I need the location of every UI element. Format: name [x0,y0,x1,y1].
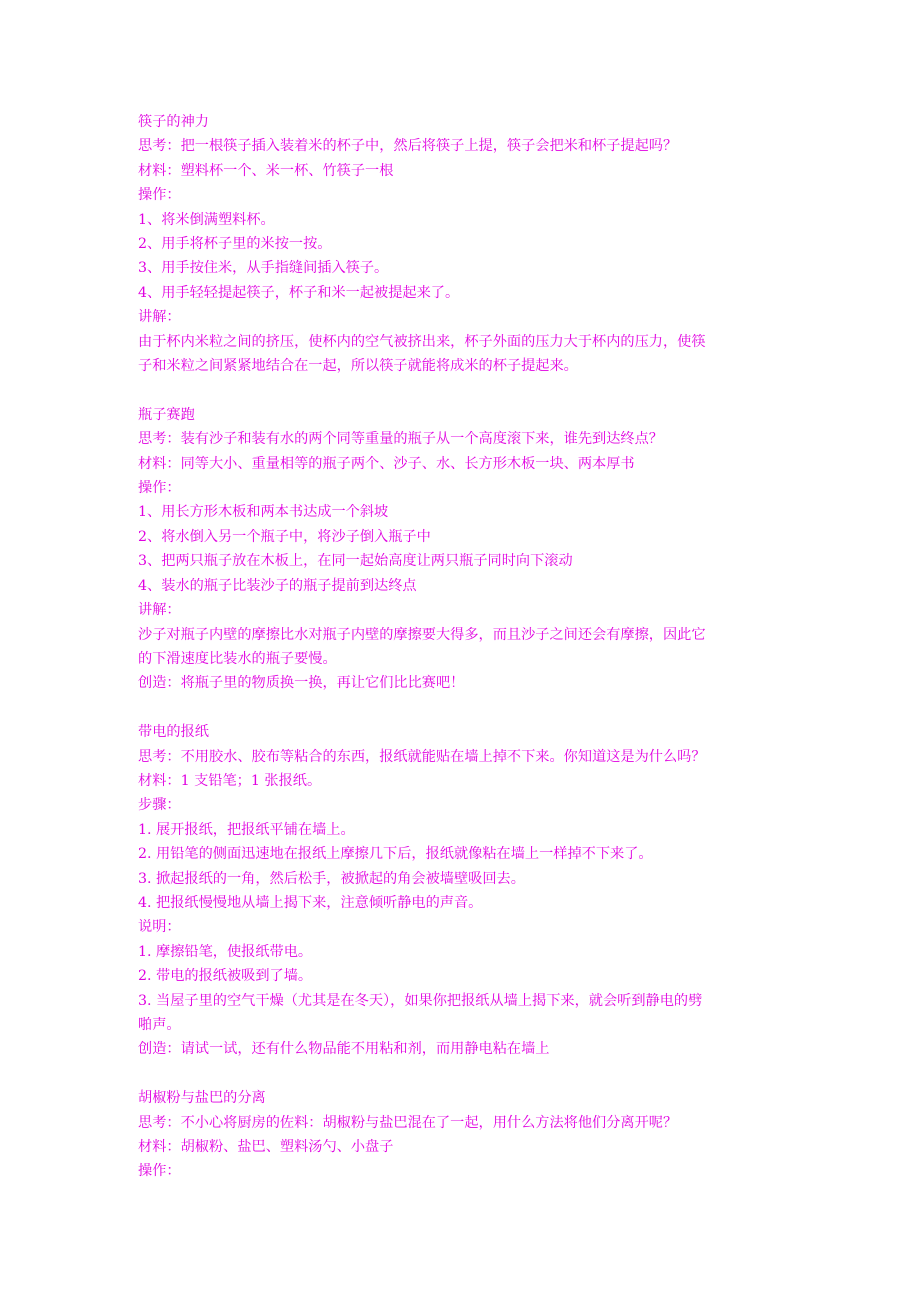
text-line: 材料：1 支铅笔；1 张报纸。 [138,772,322,789]
text-line: 操作： [138,1163,181,1180]
text-line: 4、装水的瓶子比装沙子的瓶子提前到达终点 [138,577,417,594]
text-line: 2、用手将杯子里的米按一按。 [138,236,332,253]
text-line: 2. 用铅笔的侧面迅速地在报纸上摩擦几下后，报纸就像粘在墙上一样掉不下来了。 [138,846,653,863]
text-line: 步骤： [138,797,181,814]
text-line: 操作： [138,480,181,497]
document-body [138,110,788,1184]
text-line: 材料：同等大小、重量相等的瓶子两个、沙子、水、长方形木板一块、两本厚书 [138,455,635,472]
text-line: 3. 掀起报纸的一角，然后松手，被掀起的角会被墙壁吸回去。 [138,870,525,887]
text-line: 思考：不小心将厨房的佐料：胡椒粉与盐巴混在了一起，用什么方法将他们分离开呢？ [138,1114,678,1131]
text-line: 思考：把一根筷子插入装着米的杯子中，然后将筷子上提，筷子会把米和杯子提起吗？ [138,138,678,155]
text-line: 由于杯内米粒之间的挤压，使杯内的空气被挤出来，杯子外面的压力大于杯内的压力，使筷 [138,333,706,350]
text-line: 啪声。 [138,1017,181,1033]
text-line: 3. 当屋子里的空气干燥（尤其是在冬天），如果你把报纸从墙上揭下来，就会听到静电的劈 [138,992,703,1009]
text-line: 2、将水倒入另一个瓶子中，将沙子倒入瓶子中 [138,528,431,545]
text-line: 材料：胡椒粉、盐巴、塑料汤勺、小盘子 [138,1139,394,1156]
section-title: 瓶子赛跑 [138,406,195,423]
text-line: 操作： [138,187,181,204]
text-line: 材料：塑料杯一个、米一杯、竹筷子一根 [138,162,394,179]
section-charged-newspaper [138,720,788,1062]
text-line: 讲解： [138,309,181,326]
text-line: 说明： [138,919,181,936]
text-line: 1. 展开报纸，把报纸平铺在墙上。 [138,821,355,838]
section-bottle-race [138,403,788,696]
section-title: 胡椒粉与盐巴的分离 [138,1090,266,1107]
section-chopsticks [138,110,788,378]
text-line: 4. 把报纸慢慢地从墙上揭下来，注意倾听静电的声音。 [138,894,483,911]
text-line: 子和米粒之间紧紧地结合在一起，所以筷子就能将成米的杯子提起来。 [138,358,578,375]
text-line: 创造：将瓶子里的物质换一换，再让它们比比赛吧！ [138,675,465,692]
text-line: 3、用手按住米，从手指缝间插入筷子。 [138,260,389,277]
text-line: 4、用手轻轻提起筷子，杯子和米一起被提起来了。 [138,284,460,301]
text-line: 2. 带电的报纸被吸到了墙。 [138,968,313,985]
text-line: 1、将米倒满塑料杯。 [138,211,275,228]
text-line: 创造：请试一试，还有什么物品能不用粘和剂，而用静电粘在墙上 [138,1041,550,1058]
text-line: 讲解： [138,602,181,619]
section-title: 筷子的神力 [138,114,209,130]
text-line: 1. 摩擦铅笔，使报纸带电。 [138,943,313,960]
text-line: 沙子对瓶子内壁的摩擦比水对瓶子内壁的摩擦要大得多，而且沙子之间还会有摩擦，因此它 [138,626,706,643]
text-line: 思考：不用胶水、胶布等粘合的东西，报纸就能贴在墙上掉不下来。你知道这是为什么吗？ [138,748,706,765]
section-pepper-salt [138,1086,788,1184]
text-line: 思考：装有沙子和装有水的两个同等重量的瓶子从一个高度滚下来，谁先到达终点？ [138,431,663,448]
text-line: 的下滑速度比装水的瓶子要慢。 [138,650,337,667]
text-line: 3、把两只瓶子放在木板上，在同一起始高度让两只瓶子同时向下滚动 [138,553,573,570]
text-line: 1、用长方形木板和两本书达成一个斜坡 [138,504,389,521]
section-title: 带电的报纸 [138,724,209,741]
